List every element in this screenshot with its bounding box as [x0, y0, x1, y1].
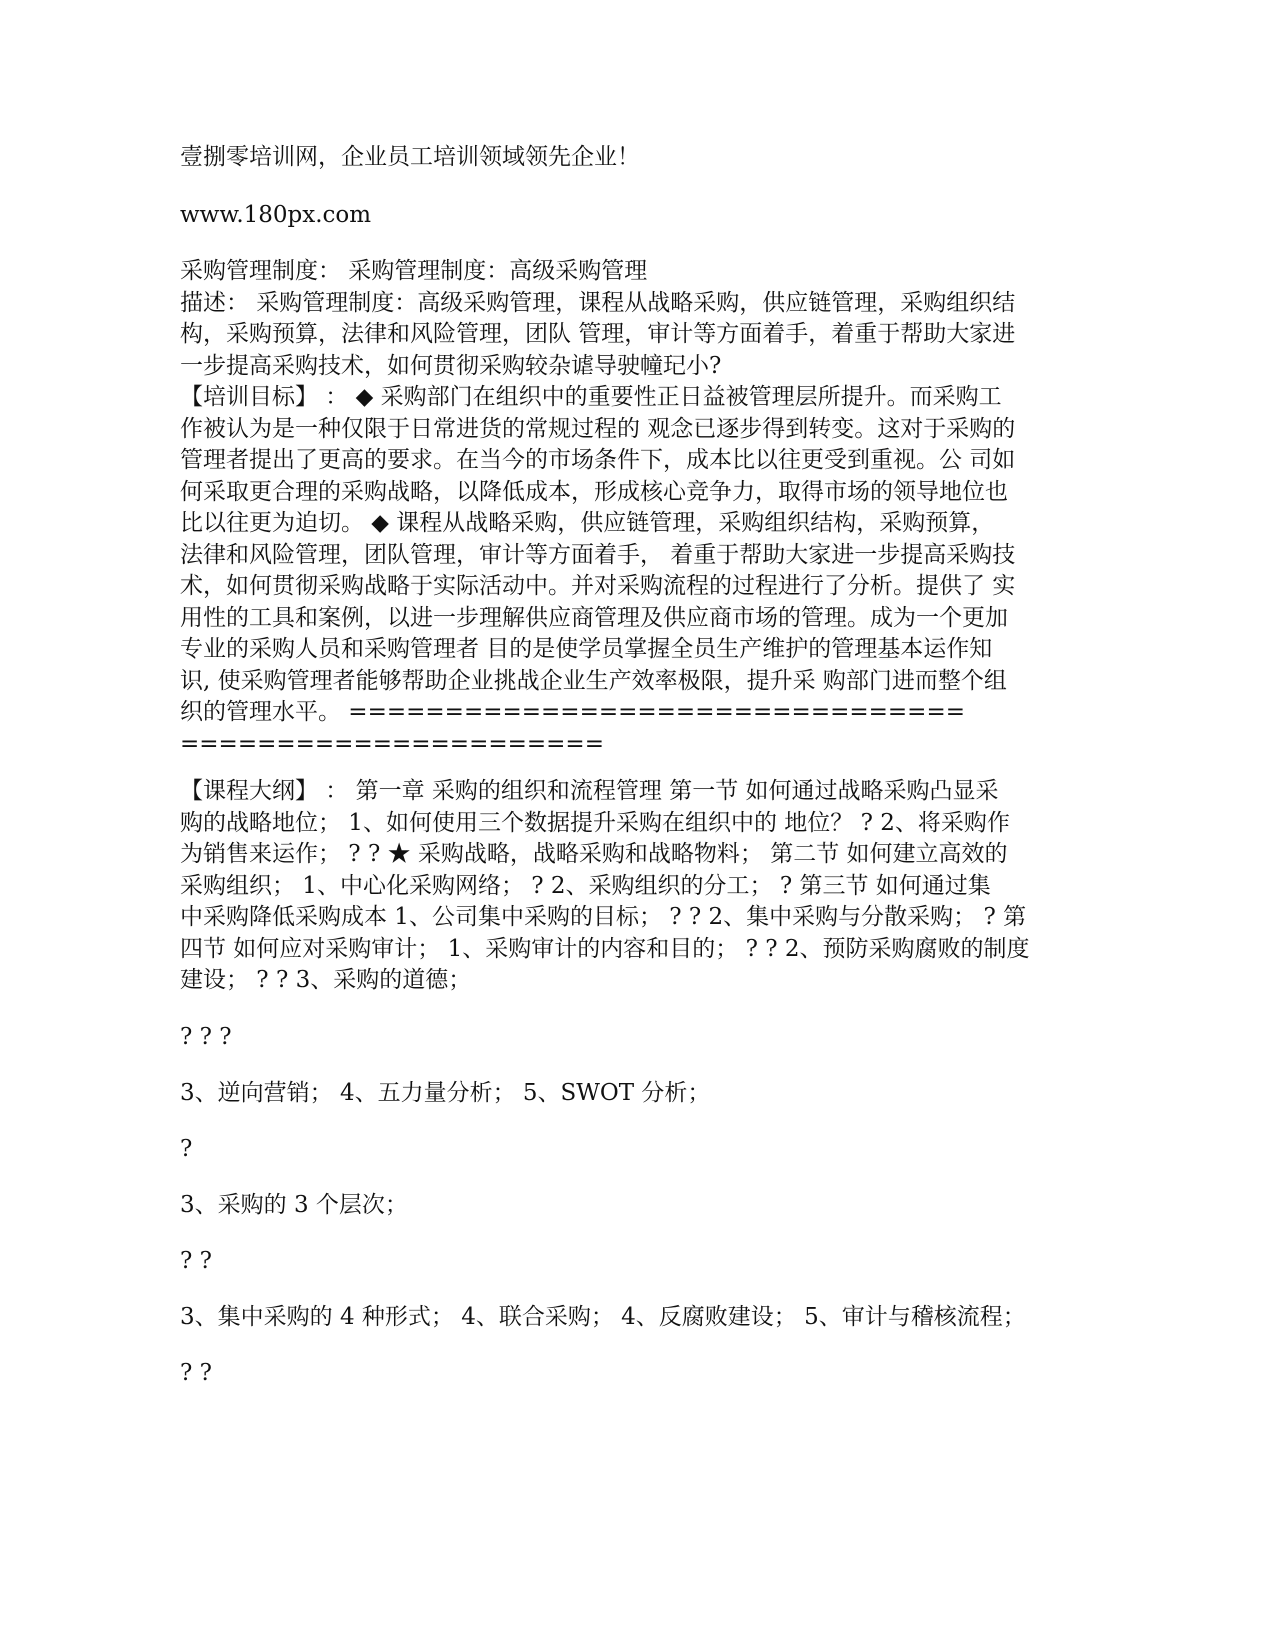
- intro-line: 采购管理制度： 采购管理制度：高级采购管理: [180, 258, 648, 284]
- intro-paragraph: [180, 256, 1060, 382]
- objectives-line: ======================: [180, 730, 604, 757]
- fragment-line: ?: [180, 1136, 193, 1162]
- fragment-line: ? ?: [180, 1360, 212, 1386]
- outline-line: 为销售来运作； ? ? ★ 采购战略，战略采购和战略物料； 第二节 如何建立高效的: [180, 841, 1008, 867]
- outline-paragraph: [180, 776, 1060, 997]
- outline-line: 【课程大纲】 ： 第一章 采购的组织和流程管理 第一节 如何通过战略采购凸显采: [180, 778, 999, 804]
- fragment-line: 3、采购的 3 个层次；: [180, 1192, 408, 1218]
- fragment-line: 3、集中采购的 4 种形式； 4、联合采购； 4、反腐败建设； 5、审计与稽核流程；: [180, 1304, 1026, 1330]
- objectives-paragraph: [180, 382, 1060, 760]
- objectives-line: 作被认为是一种仅限于日常进货的常规过程的 观念已逐步得到转变。这对于采购的: [180, 415, 1016, 442]
- objectives-line: 识, 使采购管理者能够帮助企业挑战企业生产效率极限，提升采 购部门进而整个组: [180, 667, 1007, 694]
- objectives-line: 比以往更为迫切。 ◆ 课程从战略采购，供应链管理，采购组织结构，采购预算，: [180, 510, 995, 536]
- outline-line: 采购组织； 1、中心化采购网络； ? 2、采购组织的分工； ? 第三节 如何通过集: [180, 872, 991, 899]
- objectives-line: 用性的工具和案例，以进一步理解供应商管理及供应商市场的管理。成为一个更加: [180, 604, 1008, 631]
- header-website: www.180px.com: [180, 202, 372, 228]
- objectives-line: 【培训目标】 ： ◆ 采购部门在组织中的重要性正日益被管理层所提升。而采购工: [180, 384, 1002, 410]
- objectives-line: 专业的采购人员和采购管理者 目的是使学员掌握全员生产维护的管理基本运作知: [180, 636, 993, 662]
- objectives-line: 术，如何贯彻采购战略于实际活动中。并对采购流程的过程进行了分析。提供了 实: [180, 573, 1016, 599]
- fragment-line: 3、逆向营销； 4、五力量分析； 5、SWOT 分析；: [180, 1080, 711, 1106]
- intro-line: 一步提高采购技术，如何贯彻采购较杂谑导驶幢玘小?: [180, 352, 722, 379]
- outline-line: 购的战略地位； 1、如何使用三个数据提升采购在组织中的 地位？ ? 2、将采购作: [180, 809, 1010, 836]
- fragment-line: ? ? ?: [180, 1024, 232, 1050]
- outline-line: 四节 如何应对采购审计； 1、采购审计的内容和目的； ? ? 2、预防采购腐败的制度: [180, 935, 1030, 962]
- intro-line: 描述： 采购管理制度：高级采购管理，课程从战略采购，供应链管理，采购组织结: [180, 289, 1016, 316]
- intro-line: 构，采购预算，法律和风险管理，团队 管理，审计等方面着手，着重于帮助大家进: [180, 321, 1016, 347]
- outline-line: 中采购降低采购成本 1、公司集中采购的目标； ? ? 2、集中采购与分散采购； ? 第: [180, 904, 1027, 930]
- header-tagline: 壹捌零培训网，企业员工培训领域领先企业！: [180, 144, 640, 170]
- objectives-line: 何采取更合理的采购战略，以降低成本，形成核心竞争力，取得市场的领导地位也: [180, 478, 1008, 505]
- objectives-line: 织的管理水平。 ================================: [180, 699, 965, 725]
- objectives-line: 法律和风险管理，团队管理，审计等方面着手， 着重于帮助大家进一步提高采购技: [180, 541, 1016, 568]
- fragment-line: ? ?: [180, 1248, 212, 1274]
- objectives-line: 管理者提出了更高的要求。在当今的市场条件下，成本比以往更受到重视。公 司如: [180, 447, 1016, 473]
- outline-line: 建设； ? ? 3、采购的道德；: [180, 967, 472, 993]
